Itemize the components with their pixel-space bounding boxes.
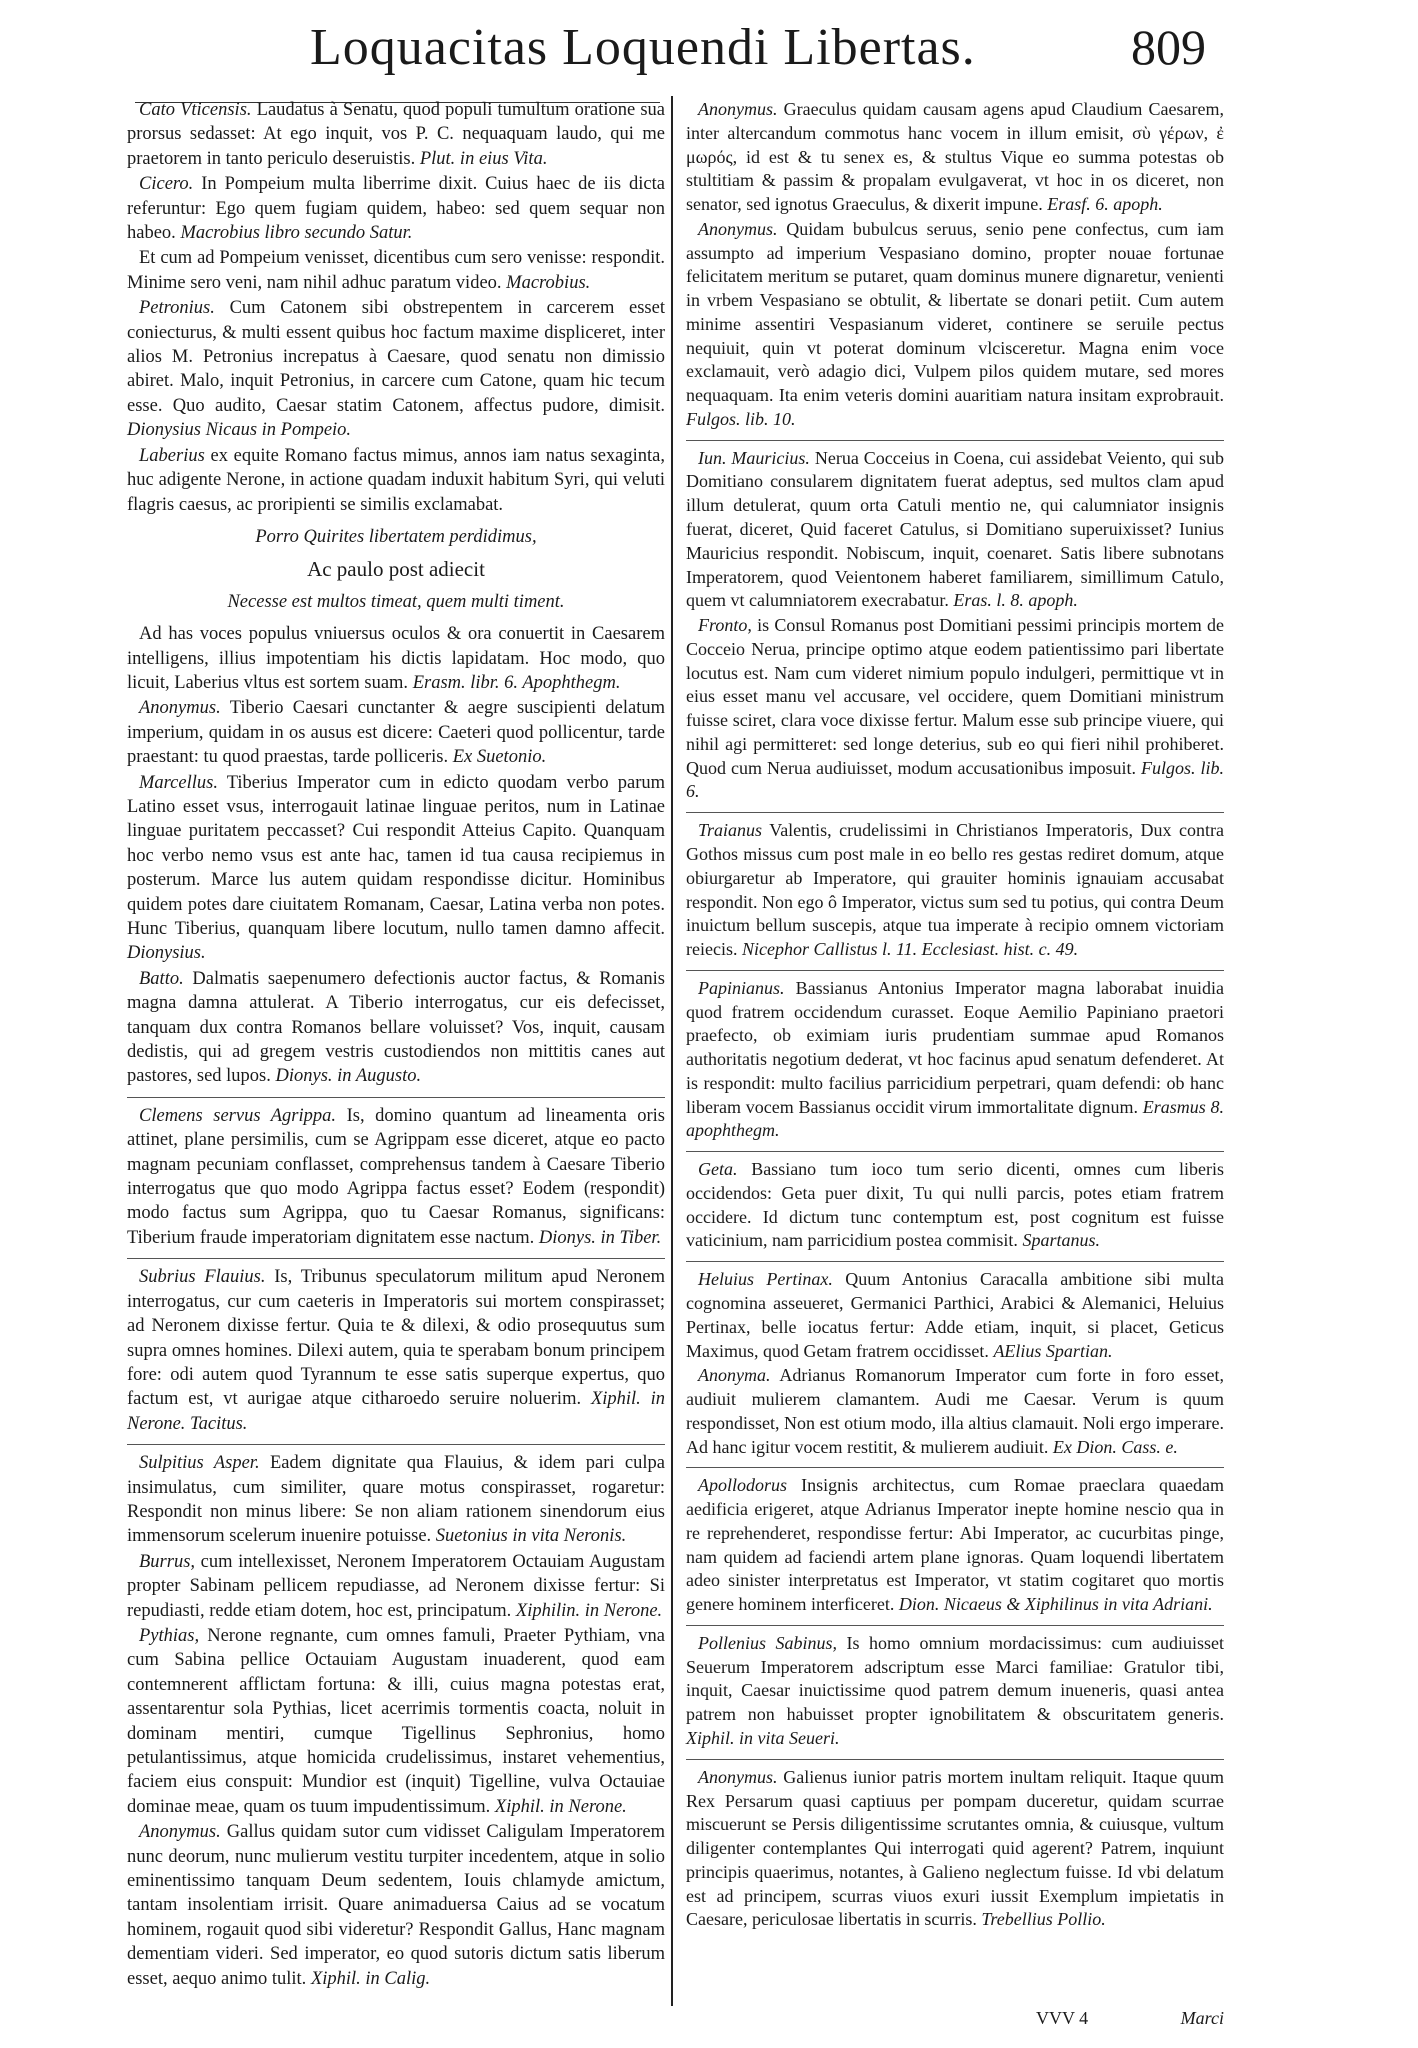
entry-text: Gallus quidam sutor cum vidisset Caligulam Imperatorem nunc deorum, nunc mulierum vestitu turpiter incedentem, atque in solio eminentissimo tanquam Deum sedentem, Iouis chlamyde amictum, tantam insolentiam irrisit. Quare animaduersa Caius ad se vocatum hominem, rogauit quod sibi videretur? Respondit Gallus, Hanc magnam dementiam videri. Sed imperator, eo quod sutoris dictum satis liberum esset, aequo animo tulit. (127, 1822, 666, 1989)
left-entries-top (127, 98, 665, 517)
entry-speaker: Anonymus. (139, 1822, 221, 1843)
entry-speaker: Apollodorus (698, 1475, 788, 1496)
entry-source: Xiphilin. in Nerone. (515, 1600, 663, 1621)
anecdote-entry (686, 98, 1224, 217)
entry-source: Macrobius libro secundo Satur. (180, 223, 413, 244)
entry-text: Galienus iunior patris mortem inultam reliquit. Itaque quum Rex Persarum quasi captiuus per pompam duceretur, quidam scurrae miscuerunt se Persis diligentissime scrutantes omnia, & cuiusque, vultum diligenter contemplantes Qui interrogati quid agerent? Patrem, inquiunt principis quaerimus, notantes, à Galieno neglectum fuisse. Id vbi delatum est ad principem, scurras viuos exuri iussit Exemplum impietatis in Caesare, periculosae libertatis in scurris. (686, 1766, 1224, 1930)
entry-speaker: Laberius (139, 445, 205, 466)
entry-source: Eras. l. 8. apoph. (953, 590, 1078, 611)
quotation-line-3: Necesse est multos timeat, quem multi timent. (227, 591, 565, 612)
entry-text: Quidam bubulcus seruus, senio pene confectus, cum iam assumpto ad imperium Vespasiano domino, propter nouae fortunae felicitatem meritum se putaret, quam dominus munere dignaretur, venienti in vrbem Vespasiano se obtulit, & libertate se donari petiit. Cum autem minime assentiri Vespasianum videret, continere se seruile pectus nequiuit, quin vt poterat dominum vlcisceretur. Magna enim voce exclamauit, verò adagio dici, Vulpem pilos quidem mutare, sed mores nequaquam. Ita enim veteris domini auaritiam natura insitam exprobrauit. (686, 218, 1224, 406)
entry-speaker: Fronto, (698, 615, 752, 636)
entry-source: AElius Spartian. (993, 1340, 1113, 1361)
catchword: Marci (1180, 2008, 1224, 2028)
entry-speaker: Sulpitius Asper. (139, 1453, 260, 1474)
page-number: 809 (1131, 19, 1206, 75)
entry-speaker: Cato Vticensis. (139, 100, 252, 120)
anecdote-entry (127, 246, 665, 295)
entry-text: Laudatus à Senatu, quod populi tumultum oratione sua prorsus sedasset: At ego inquit, vos P. C. nequaquam laudo, qui me praetorem in tanto periculo deseruistis. (127, 100, 665, 169)
anecdote-entry (686, 1625, 1224, 1751)
entry-speaker: Geta. (698, 1159, 738, 1180)
entry-text: cum intellexisset, Neronem Imperatorem Octauiam Augustam propter Sabinam pellicem repudiasse, ad Neronem dixisse fertur: Si repudiasti, redde etiam dotem, hoc est, principatum. (127, 1551, 665, 1621)
entry-text: Eadem dignitate qua Flauius, & idem pari culpa insimulatus, cum similiter, quare motus conspirasset, rogaretur: Respondit non minus libere: Se non aliam rationem sinendorum eius immensorum scelerum inuenire potuisse. (127, 1453, 665, 1547)
entry-text: Is, domino quantum ad lineamenta oris attinet, plane persimilis, cum se Agrippam esse diceret, atque eo pacto magnam pecuniam conflasset, comprehensus tandem à Caesare Tiberio interrogatus que quo modo Agrippa factus esset? Eodem (respondit) modo factus sum Agrippa, quo tu Caesar Romanus, significans: Tiberium fraude imperatoriam dignitatem esse nactum. (127, 1105, 665, 1248)
entry-text: Adrianus Romanorum Imperator cum forte in foro esset, audiuit mulierem clamantem. Audi me Caesar. Verum is quum respondisset, Non est otium modo, illa altius clamauit. Noli ergo imperare. Ad hanc igitur vocem restitit, & mulierem audiuit. (686, 1365, 1225, 1457)
entry-source: Dion. Nicaeus & Xiphilinus in vita Adriani. (898, 1594, 1213, 1615)
page-header (0, 8, 1418, 88)
anecdote-entry (127, 1444, 665, 1549)
entry-speaker: Cicero. (139, 174, 194, 195)
anecdote-entry (686, 440, 1224, 613)
entry-speaker: Clemens servus Agrippa. (139, 1105, 337, 1126)
anecdote-entry (127, 622, 665, 695)
entry-speaker: Petronius. (139, 298, 215, 319)
right-column (686, 98, 1224, 1933)
anecdote-entry (127, 967, 665, 1089)
entry-source: Erasm. libr. 6. Apophthegm. (412, 672, 621, 693)
anecdote-entry (127, 696, 665, 769)
entry-speaker: Anonyma. (698, 1365, 771, 1386)
anecdote-entry (127, 1624, 665, 1819)
entry-text: Et cum ad Pompeium venisset, dicentibus cum sero venisse: respondit. Minime sero veni, nam nihil adhuc paratum video. (127, 248, 665, 293)
entry-source: Dionysius. (127, 943, 206, 964)
anecdote-entry (686, 1467, 1224, 1617)
entry-source: Fulgos. lib. 10. (686, 408, 796, 429)
entry-text: Insignis architectus, cum Romae praeclara quaedam aedificia erigeret, atque Adrianus Imperator inepte homine nescio qua in re reprehenderet, respondisse fertur: Abi Imperator, ac cucurbitas pinge, nam quidem ad faciendi artem plane ignoras. Quam loquendi libertatem adeo sinister interpretatus est Imperator, vt statim cogitaret quo mortis genere hominem interficeret. (686, 1475, 1224, 1615)
anecdote-entry (127, 1550, 665, 1623)
entry-speaker: Subrius Flauius. (139, 1267, 266, 1288)
anecdote-entry (686, 218, 1224, 432)
entry-text: Valentis, crudelissimi in Christianos Imperatoris, Dux contra Gothos missus cum post male in eo bello res gestas rediret domum, atque obiurgaretur ab Imperatore, qui grauiter hominis ignauiam accusabat respondit. Non ego ô Imperator, victus sum sed tu potius, qui contra Deum inuictum bellum suscepis, atque tua imperate à recipio omnem victoriam reiecis. (686, 820, 1224, 960)
entry-text: Is homo omnium mordacissimus: cum audiuisset Seuerum Imperatorem adscriptum esse Marci familiae: Gratulor tibi, inquit, Caesar inuictissime quod patrem demum inueneris, quasi antea patrem non habuisset propter ignobilitatem & obscuritatem generis. (686, 1632, 1225, 1725)
left-entries-bottom (127, 622, 665, 1991)
entry-speaker: Batto. (139, 968, 184, 989)
entry-speaker: Anonymus. (139, 698, 221, 719)
entry-source: Ex Dion. Cass. e. (1052, 1436, 1178, 1457)
anecdote-entry (127, 98, 665, 171)
entry-source: Erasf. 6. apoph. (1047, 194, 1163, 215)
entry-text: Dalmatis saepenumero defectionis auctor factus, & Romanis magna damna attulerat. A Tiberio interrogatus, cur eis defecisset, tanquam dux contra Romanos bellare voluisset? Vos, inquit, causam dedistis, qui ad gregem vestris custodiendos non mittitis canes aut pastores, sed lupos. (127, 968, 665, 1087)
entry-speaker: Pollenius Sabinus, (698, 1632, 838, 1653)
entry-speaker: Heluius Pertinax. (698, 1269, 833, 1290)
entry-speaker: Pythias, (139, 1625, 200, 1646)
entry-text: Ad has voces populus vniuersus oculos & ora conuertit in Caesarem intelligens, illius impotentiam his dictis lapidatam. Hoc modo, quo licuit, Laberius vltus est sortem suam. (127, 624, 665, 693)
anecdote-entry (127, 444, 665, 517)
entry-source: Xiphil. in Calig. (310, 1968, 431, 1989)
entry-text: Tiberio Caesari cunctanter & aegre suscipienti delatum imperium, quidam in os ausus est dicere: Caeteri quod pollicentur, tarde praestant: tu quod praestas, tarde polliceris. (127, 698, 666, 768)
entry-text: Bassiano tum ioco tum serio dicenti, omnes cum liberis occidendos: Geta puer dixit, Tu qui nulli parcis, potes etiam fratrem occidere. Id dictum tunc contemptum est, post cognitum est fuisse vaticinium, nam parricidium postea commisit. (686, 1159, 1225, 1251)
anecdote-entry (127, 771, 665, 966)
anecdote-entry (686, 614, 1224, 804)
anecdote-entry (686, 1364, 1224, 1459)
entry-text: Nerone regnante, cum omnes famuli, Praeter Pythiam, vna cum Sabina pellice Octauiam Augustam inuaderent, quod eam contemnerent afflictam fortuna: & illi, cuius magna potestas erat, assentarentur sola Pythias, licet acerrimis tormentis coacta, noluit in dominam mentiri, cumque Tigellinus Sephronius, homo petulantissimus, atque homicida crudelissimus, instaret vehementius, faciem eius conspuit: Mundior est (inquit) Tigelline, vulva Octauiae dominae meae, quam os tuum impudentissimum. (127, 1625, 666, 1817)
entry-source: Fulgos. lib. 6. (686, 757, 1224, 802)
entry-source: Erasmus 8. apophthegm. (686, 1096, 1225, 1141)
entry-source: Nicephor Callistus l. 11. Ecclesiast. hist. c. 49. (741, 939, 1079, 960)
anecdote-entry (686, 970, 1224, 1143)
left-column (127, 98, 665, 1992)
entry-source: Dionys. in Augusto. (275, 1066, 422, 1087)
anecdote-entry (686, 1759, 1224, 1932)
entry-text: Nerua Cocceius in Coena, cui assidebat Veiento, qui sub Domitiano consularem dignitatem fuerat adeptus, sed multos clam apud illum detulerat, quum orta Catuli mentio ne, qui calumniator insignis fuerat, diceret, Quid faceret Catulus, si Domitiano superuixisset? Iunius Mauricius respondit. Nobiscum, inquit, coenaret. Satis libere subnotans Imperatorem, quod Veientonem haberet familiarem, simillimum Catulo, quem vt calumniatorem execrabatur. (686, 447, 1224, 611)
entry-text: ex equite Romano factus mimus, annos iam natus sexaginta, huc adigente Nerone, in actione quadam induxit habitum Syri, qui veluti flagris caesus, ac proripienti se similis exclamabat. (127, 445, 666, 515)
anecdote-entry (686, 1261, 1224, 1363)
entry-text: Quum Antonius Caracalla ambitione sibi multa cognomina asseueret, Germanici Parthici, Arabici & Alemanici, Heluius Pertinax, belle iocatus fertur: Adde etiam, inquit, si placet, Geticus Maximus, quod Getam fratrem occidisset. (686, 1269, 1224, 1361)
entry-source: Xiphil. in vita Seueri. (686, 1728, 840, 1748)
entry-text: Graeculus quidam causam agens apud Claudium Caesarem, inter altercandum commotus hanc vocem in illum emisit, σὺ γέρων, ἐ μωρός, id est & tu senex es, & stultus Vique eo summa potestas ob stultitiam & passim & propalam evulgaverat, vt hoc in os diceret, non senator, sed ignotus Graeculus, & dixerit impune. (686, 99, 1225, 215)
entry-source: Dionys. in Tiber. (538, 1227, 662, 1248)
entry-source: Ex Suetonio. (452, 747, 547, 768)
entry-source: Dionysius Nicaus in Pompeio. (127, 420, 352, 441)
running-title: Loquacitas Loquendi Libertas. (310, 19, 976, 76)
entry-source: Xiphil. in Nerone. Tacitus. (127, 1389, 666, 1434)
entry-text: Is, Tribunus speculatorum militum apud Neronem interrogatus, cur cum caeteris in Imperatoris sui mortem conspirasset; ad Neronem dixisse fertur. Quia te & dilexi, & odio prosequutus sum supra omnes homines. Dilexi autem, quia te sperabam bonum principem fore: odi autem quod Tyrannum te esse satis superque expertus, quo factum est, vt aurigae atque citharoedo seruire noluerim. (127, 1267, 665, 1410)
page-footer (686, 2008, 1224, 2038)
anecdote-entry (127, 172, 665, 245)
quotation-line-2: Ac paulo post adiecit (307, 557, 485, 582)
entry-source: Macrobius. (506, 272, 591, 293)
entry-speaker: Anonymus. (698, 99, 778, 119)
entry-source: Xiphil. in Nerone. (494, 1796, 627, 1817)
right-entries (686, 98, 1224, 1932)
signature-mark: VVV 4 (1036, 2008, 1089, 2028)
entry-source: Suetonius in vita Neronis. (435, 1526, 627, 1547)
entry-text: is Consul Romanus post Domitiani pessimi principis mortem de Cocceio Nerua, principe optimo atque eodem patientissimo pari libertate locutus est. Nam cum videret nimium populo indulgeri, permittique vt in eius esset manu vel accusare, vel occidere, quem Domitiani ministrum fuisse sciret, clara voce dixisse fertur. Malum esse sub principe viuere, qui nihil agi permitteret: sed longe deterius, sub eo qui fieri nihil prohiberet. Quod cum Nerua audiuisset, modum accusationibus imposuit. (686, 615, 1224, 778)
anecdote-entry (127, 1097, 665, 1250)
entry-text: Tiberius Imperator cum in edicto quodam verbo parum Latino esset vsus, interrogauit latinae linguae peritos, num in Latinae linguae puritatem peccasset? Cui respondit Atteius Capito. Quanquam hoc verbo nemo vsus est ante hac, tamen id tua causa recipiemus in posterum. Marce lus autem quidam respondisse dicitur. Hominibus quidem potes dare ciuitatem Romanam, Caesar, Latina verba non potes. Hunc Tiberius, quanquam libere locutum, nullo tamen damno affecit. (127, 772, 665, 939)
anecdote-entry (127, 1258, 665, 1436)
entry-speaker: Traianus (698, 820, 763, 841)
anecdote-entry (127, 296, 665, 442)
entry-text: Cum Catonem sibi obstrepentem in carcerem esset coniecturus, & multi essent quibus hoc factum maxime displiceret, inter alios M. Petronius increpatus à Caesare, quod senatu non dimissio abiret. Malo, inquit Petronius, in carcere cum Catone, quam hic tecum esse. Quo audito, Caesar statim Catonem, affectus pudore, dimisit. (127, 298, 665, 416)
entry-speaker: Marcellus. (139, 772, 218, 793)
entry-speaker: Burrus, (139, 1551, 196, 1572)
entry-source: Spartanus. (1022, 1230, 1100, 1251)
entry-source: Trebellius Pollio. (981, 1909, 1106, 1930)
quotation-line-1: Porro Quirites libertatem perdidimus, (255, 526, 537, 547)
anecdote-entry (127, 1820, 665, 1991)
entry-speaker: Papinianus. (698, 977, 785, 998)
anecdote-entry (686, 1151, 1224, 1253)
entry-text: Bassianus Antonius Imperator magna laborabat inuidia quod fratrem occidendum curasset. Eoque Aemilio Papiniano praetori praefecto, ob eximiam iuris prudentiam summae apud Romanos authoritatis negotium dederat, vt hoc facinus apud senatum defenderet. At is respondit: multo facilius parricidium perpetrari, quam defendi: ob hanc liberam vocem Bassianus occidit virum immortalitate dignum. (686, 977, 1224, 1117)
column-divider (671, 96, 673, 2006)
entry-speaker: Anonymus. (698, 1766, 778, 1787)
entry-source: Plut. in eius Vita. (419, 148, 548, 169)
anecdote-entry (686, 812, 1224, 962)
entry-speaker: Iun. Mauricius. (698, 447, 810, 468)
entry-speaker: Anonymus. (698, 218, 778, 239)
entry-text: In Pompeium multa liberrime dixit. Cuius haec de iis dicta referuntur: Ego quem fugiam quidem, habeo: sed quem sequar non habeo. (127, 174, 665, 244)
